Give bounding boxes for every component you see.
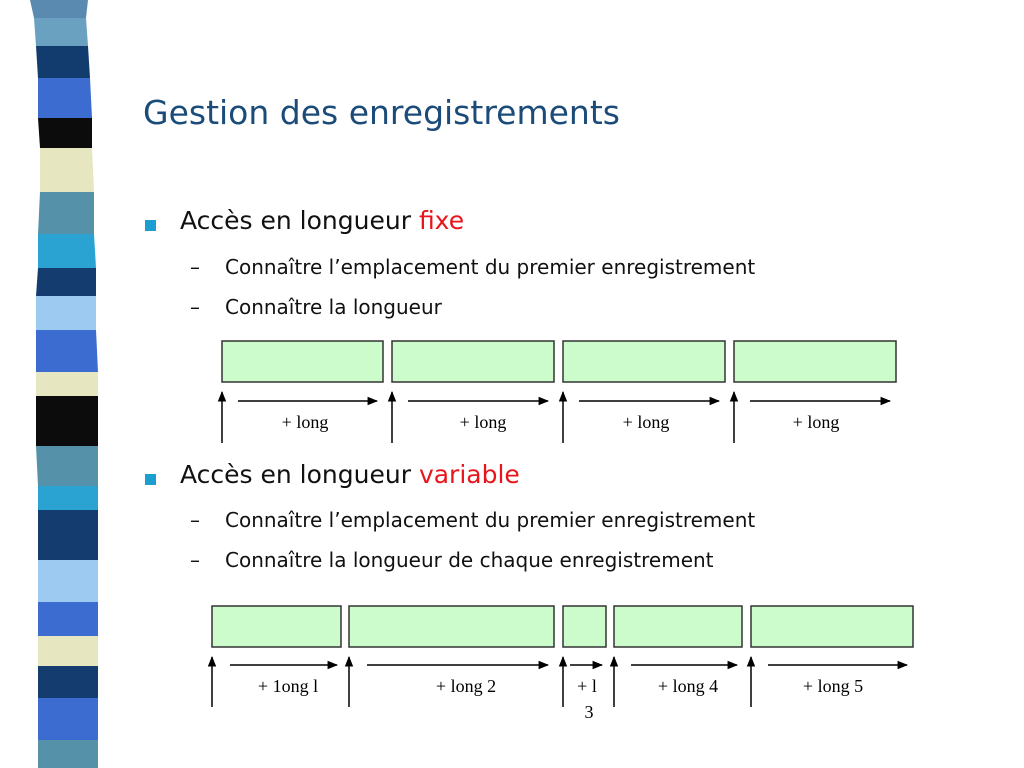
variable-length-diagram — [212, 606, 913, 722]
record-box — [349, 606, 554, 647]
sub-item: Connaître l’emplacement du premier enregistrement — [225, 508, 756, 532]
record-box — [392, 341, 554, 382]
record-box — [563, 341, 725, 382]
offset-label: + long — [792, 412, 840, 432]
slide-title: Gestion des enregistrements — [143, 93, 620, 132]
dash-bullet-icon: – — [190, 255, 200, 279]
offset-label: 3 — [584, 702, 594, 722]
sub-item: Connaître l’emplacement du premier enregistrement — [225, 255, 756, 279]
section-heading-text: Accès en longueur — [180, 206, 419, 235]
offset-label: + long 5 — [802, 676, 864, 696]
record-box — [222, 341, 383, 382]
offset-label: + long — [281, 412, 329, 432]
offset-label: + long — [459, 412, 507, 432]
offset-label: + l — [577, 676, 597, 696]
offset-label: + long 2 — [435, 676, 497, 696]
offset-label: + long — [622, 412, 670, 432]
record-box — [212, 606, 341, 647]
offset-label: + 1ong l — [257, 676, 319, 696]
record-box — [563, 606, 606, 647]
dash-bullet-icon: – — [190, 508, 200, 532]
fixed-length-diagram — [222, 341, 896, 443]
record-box — [751, 606, 913, 647]
sub-item: Connaître la longueur de chaque enregistrement — [225, 548, 714, 572]
section-heading-emphasis: variable — [418, 460, 520, 489]
sub-item: Connaître la longueur — [225, 295, 442, 319]
dash-bullet-icon: – — [190, 295, 200, 319]
record-box — [734, 341, 896, 382]
section-heading-emphasis: fixe — [418, 206, 465, 235]
section-heading-text: Accès en longueur — [180, 460, 419, 489]
offset-label: + long 4 — [657, 676, 719, 696]
dash-bullet-icon: – — [190, 548, 200, 572]
record-box — [614, 606, 742, 647]
